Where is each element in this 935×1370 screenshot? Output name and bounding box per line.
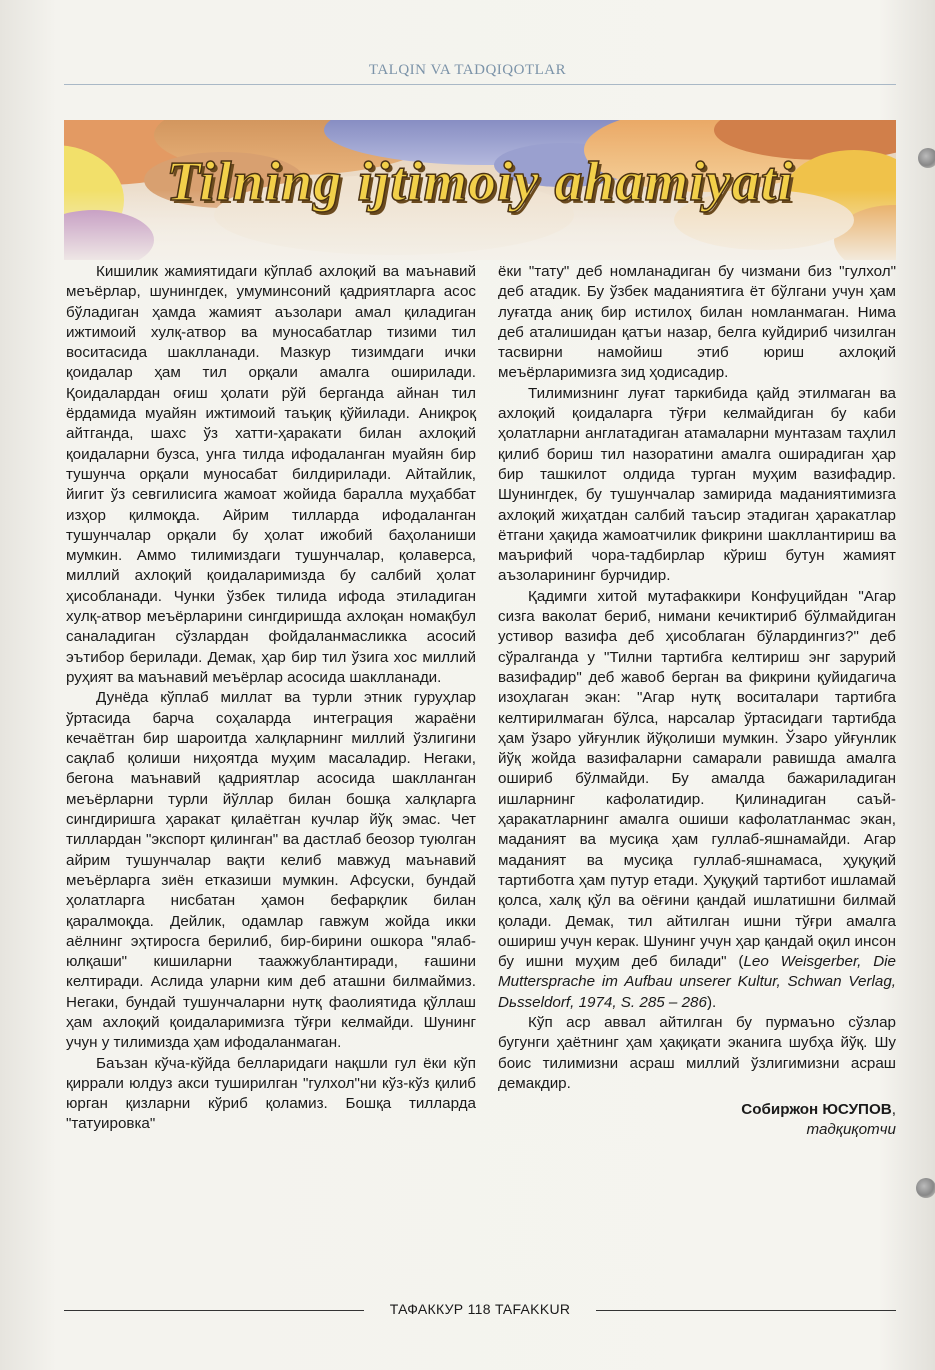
- citation-open: (: [726, 953, 744, 971]
- title-banner: [64, 120, 896, 260]
- running-header: TALQIN VA TADQIQOTLAR: [368, 62, 567, 78]
- paragraph: Кишилик жамиятидаги кўплаб ахлоқий ва маънавий меъёрлар, шунингдек, умуминсоний қадриятларга асос бўладиган ҳамда жамият аъзолари амал қиладиган ижтимоий хулқ-атвор ва муносабатлар тизими тил воситасида шаклланади. Мазкур тизимдаги ички қоидалар ҳам тил орқали амалга оширилади. Қоидалардан оғиш ҳолати рўй берганда айнан тил ёрдамида муайян ижтимоий таъқиқ қўйилади. Аниқроқ айтганда, шахс ўз хатти-ҳаракати билан ахлоқий қоидаларни бузса, унга тилда ифодаланган муайян бир тушунча орқали муносабат билдирилади. Айтайлик, йигит ўз севгилисига жамоат жойида баралла муҳаббат изҳор қилмоқда. Айрим тилларда ифодаланган тушунчалар орқали бу ҳолат ижобий баҳоланиши мумкин. Аммо тилимиздаги тушунчалар, қолаверса, миллий ахлоқий қоидаларимизда бу салбий ҳолат ҳисобланади. Чунки ўзбек тилида ифода этиладиган хулқ-атвор меъёрларини сингдиришда ахлоқан номақбул саналадиган сўзлардан фойдаланмасликка асосий эътибор берилади. Демак, ҳар бир тил ўзига хос миллий руҳият ва маънавий меъёрлар асосида шаклланади.: [66, 263, 476, 686]
- page-footer: [64, 1300, 896, 1320]
- author-comma: ,: [891, 1101, 896, 1119]
- paragraph: Дунёда кўплаб миллат ва турли этник гуруҳлар ўртасида барча соҳаларда интеграция жараёни кечаётган бир шароитда халқларнинг миллий ўзлигини сақлаб қолиши ниҳоятда муҳим масаладир. Негаки, бегона маънавий қадриятлар асосида шаклланган меъёрларни турли йўллар билан бошқа халқларга сингдиришга ҳаракат қилаётган кучлар йўқ эмас. Чет тиллардан "экспорт қилинган" ва дастлаб беозор туюлган айрим тушунчалар вақти келиб мавжуд маънавий меъёрларга зиён етказиши мумкин. Афсуски, бундай ҳолатларга нисбатан ҳамон бефарқлик билан қаралмоқда. Дейлик, одамлар гавжум жойда икки аёлнинг эҳтиросга берилиб, бир-бирини ошкора "ялаб-юлқаши" кишиларни таажжублантиради, ғашини келтиради. Аслида уларни ким деб аташни билмаймиз. Негаки, бундай тушунчаларни нутқ фаолиятида қўллаш ҳам ахлоқий қоидаларимизга тўғри келмайди. Шунинг учун у тилимизда ҳам ифодаланмаган.: [66, 689, 476, 1052]
- right-column: [498, 262, 896, 1141]
- punch-hole: [916, 1178, 935, 1198]
- citation-close: ).: [706, 993, 717, 1011]
- paragraph: Тилимизнинг луғат таркибида қайд этилмаган ва ахлоқий қоидаларга тўғри келмайдиган бу каби ҳолатларни англатадиган атамаларни мунтазам таҳлил қилиб бориш тил назоратини амалга оширадиган ҳар бир ташкилот олдида турган муҳим вазифадир. Шунингдек, бу тушунчалар замирида маданиятимизга ахлоқий жиҳатдан салбий таъсир этадиган ҳаракатлар ётгани ҳақида жамоатчилик фикрини шакллантириш ва маърифий чора-тадбирлар кўриш бутун жамият аъзоларининг бурчидир.: [498, 384, 896, 585]
- footer-rule-right: [596, 1310, 896, 1311]
- article-title: Tilning ijtimoiy ahamiyati: [166, 151, 794, 213]
- footer-text: ТАФАККУР 118 TAFAKKUR: [389, 1301, 571, 1317]
- paragraph-continuation: ёки "тату" деб номланадиган бу чизмани биз "гулхол" деб атадик. Бу ўзбек маданиятига ёт бўлгани учун ҳам луғатда аниқ бир истилоҳ билан номланмаган. Нима деб аталишидан қатъи назар, белга куйдириб чизилган тасвирни намойиш этиб юриш ахлоқий меъёрларимизга зид ҳодисадир.: [498, 263, 896, 382]
- quote-text: Қадимги хитой мутафаккири Конфуцийдан "Агар сизга ваколат бериб, нимани кечиктириб бўлмайдиган устивор вазифа деб ҳисоблаган бўлардингиз?" деб сўралганда у "Тилни тартибга келтириш энг зарурий вазифадир" деб жавоб берган ва фикрини қуйидагича изоҳлаган экан: "Агар нутқ воситалари тартибга келтирилмаган бўлса, нарсалар ўртасидаги тартибда ҳам ўзаро уйғунлик йўқолиши мумкин. Ўзаро уйғунлик йўқ жойда вазифаларни самарали равишда амалга ошириб бўлмайди. Бу амалда бажариладиган ишларнинг кафолатидир. Қилинадиган саъй-ҳаракатларнинг амалга ошиши кафолатланмас экан, маданият ва мусиқа ҳам гуллаб-яшнамайди. Агар маданият ва мусиқа гуллаб-яшнамаса, ҳуқуқий тартиботга ҳам путур етади. Ҳуқуқий тартибот ишламай қолса, халқ қўл ва оёғини қандай ишлатишни билмай қолади. Демак, тил айтилган ишни тўғри амалга ошириш учун керак. Шунинг учун ҳар қандай оқил инсон бу ишни муҳим деб билади": [498, 587, 896, 971]
- left-column: [66, 262, 476, 1135]
- header-rule: [64, 84, 896, 85]
- closing-paragraph: Кўп аср аввал айтилган бу пурмаъно сўзлар бугунги ҳаётнинг ҳам ҳақиқати эканига шубҳа йўқ. Шу боис тилимизни асраш миллий ўзлигимизни асраш демакдир.: [498, 1013, 896, 1092]
- punch-hole: [918, 148, 935, 168]
- author-title: тадқиқотчи: [806, 1121, 896, 1139]
- quote-paragraph: [498, 587, 896, 1013]
- author-name: Собиржон ЮСУПОВ: [741, 1101, 892, 1119]
- author-signature: [498, 1100, 896, 1120]
- paragraph: Баъзан кўча-кўйда белларидаги нақшли гул ёки кўп қиррали юлдуз акси туширилган "гулхол"ни кўз-кўз қилиб юрган қизларни кўриб қоламиз. Бошқа тилларда "татуировка": [66, 1054, 476, 1133]
- citation-source: Leo Weisgerber, Die Muttersprache im Aufbau unserer Kultur, Schwan Verlag, Dьsseldorf, 1974, S. 285 – 286: [498, 953, 896, 1011]
- footer-rule-left: [64, 1310, 364, 1311]
